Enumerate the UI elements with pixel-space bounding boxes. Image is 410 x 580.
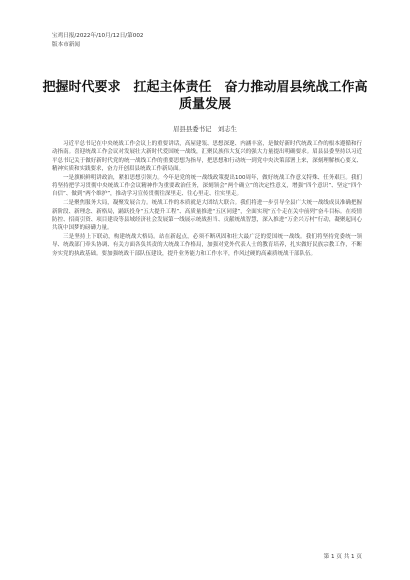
paragraph: 习近平总书记在中央统战工作会议上的重要讲话，高屋建瓴、思想深邃、内涵丰富，是做好新时代统战工作的根本遵循和行动指南。喜迎统战工作会议对发展壮大新时代爱国统一战线，汇聚民族伟大复兴的强大力量提出明确要求。眉县县委坚持以习近平总书记关于做好新时代党的统一战线工作的重要思想为指导，把思想和行动统一到党中央决策部署上来，深刻理解核心要义、精神实质和实践要求，奋力开创眉县统战工作新局面。 — [52, 141, 362, 172]
paragraph: 三是坚持上下联动，构建统战大格局。站在新起点，必须不断巩固和壮大最广泛的爱国统一战线。我们将坚持党委统一领导、统战部门牵头协调、有关方面各负其责的大统战工作格局，加强对党外代表人士的教育培养，扎实做好民族宗教工作，不断夯实党的执政基础。要加强统战干部队伍建设，提升业务能力和工作水平，作风过硬的高素质统战干部队伍。 — [52, 234, 362, 257]
article-title: 把握时代要求 扛起主体责任 奋力推动眉县统战工作高质量发展 — [42, 80, 368, 112]
source-line-1: 宝鸡日报/2022年/10月/12日/第002 — [52, 33, 144, 39]
article-author: 眉县县委书记 刘志生 — [173, 125, 237, 133]
article-body — [52, 140, 362, 259]
document-source-meta — [52, 32, 143, 50]
paragraph: 二是聚焦服务大局，凝聚发展合力。统战工作的本质就是大团结大联合。我们将进一步引导全县广大统一战线成员准确把握新阶段、新理念、新格局，踊跃投身“五大提升工程”、高质量推进“五区同建”，全面实现“五个走在关中前列”奋斗目标。在疫情防控、招商引资、项目建设等县域经济社会发展第一线展示统战担当、贡献统战智慧，深入推进“万企兴万村”行动，凝聚起同心共筑中国梦的磅礴力量。 — [52, 200, 362, 232]
source-line-2: 版本市新闻 — [52, 42, 80, 48]
paragraph: 一是旗帜鲜明讲政治，紧扣思想引领力。今年是党的统一战线政策提出100周年，做好统战工作意义特殊、任务艰巨。我们将坚持把学习贯彻中央统战工作会议精神作为重要政治任务，深刻领会“两个确立”的决定性意义，增强“四个意识”、坚定“四个自信”、做到“两个维护”，推动学习宣传贯彻往深里走、往心里走、往实里走。 — [52, 174, 362, 198]
page-number: 第 1 页 共 1 页 — [323, 554, 362, 560]
